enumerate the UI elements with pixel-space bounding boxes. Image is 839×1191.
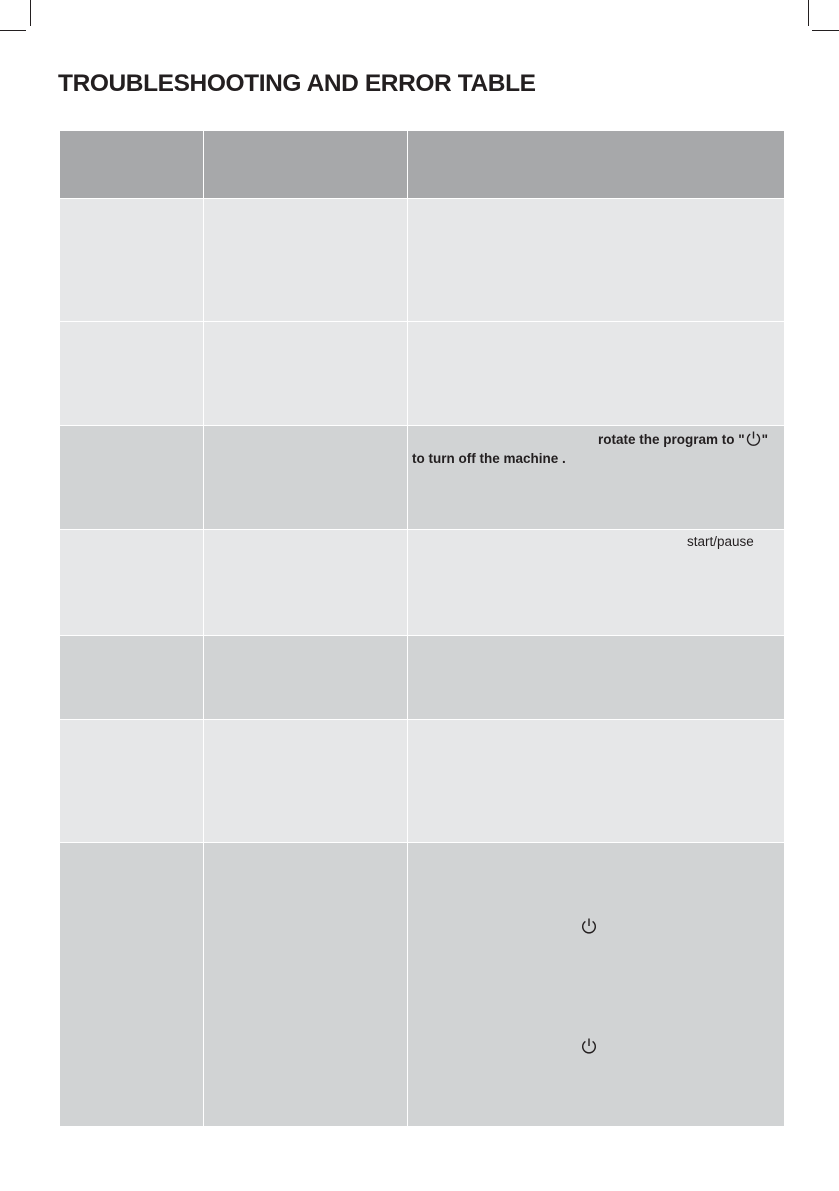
table-cell <box>60 322 204 425</box>
start-pause-label: start/pause <box>687 534 754 549</box>
crop-mark-top-right-v <box>808 0 809 26</box>
power-icon <box>580 917 598 935</box>
table-cell <box>204 636 408 719</box>
table-cell <box>408 843 784 1126</box>
table-row <box>60 843 784 1126</box>
table-row <box>60 636 784 720</box>
table-row <box>60 322 784 426</box>
table-cell <box>408 720 784 842</box>
table-cell <box>60 720 204 842</box>
table-cell <box>204 199 408 321</box>
table-cell <box>60 426 204 529</box>
power-icon <box>580 1037 598 1055</box>
instruction-text: rotate the program to " <box>598 432 745 447</box>
table-cell <box>60 636 204 719</box>
table-cell <box>408 636 784 719</box>
table-cell <box>204 530 408 635</box>
table-cell <box>60 530 204 635</box>
table-row <box>60 426 784 530</box>
instruction-text: to turn off the machine <box>412 451 559 466</box>
table-cell <box>204 720 408 842</box>
crop-mark-top-left-h <box>0 30 26 31</box>
table-row <box>60 530 784 636</box>
table-header-row <box>60 131 784 199</box>
table-cell <box>408 199 784 321</box>
page-title: TROUBLESHOOTING AND ERROR TABLE <box>58 70 536 97</box>
power-icon <box>745 430 762 447</box>
table-cell <box>408 530 784 635</box>
table-cell <box>408 322 784 425</box>
header-cell <box>204 131 408 198</box>
table-cell <box>60 199 204 321</box>
table-cell <box>60 843 204 1126</box>
crop-mark-top-right-h <box>812 30 839 31</box>
crop-mark-top-left-v <box>30 0 31 26</box>
troubleshooting-table <box>60 131 784 1126</box>
header-cell <box>60 131 204 198</box>
table-row <box>60 199 784 322</box>
instruction-line-1 <box>598 430 768 447</box>
instruction-text-end: . <box>562 451 566 466</box>
table-cell <box>204 426 408 529</box>
instruction-text-end: " <box>761 432 769 447</box>
table-cell <box>408 426 784 529</box>
table-cell <box>204 843 408 1126</box>
header-cell <box>408 131 784 198</box>
table-row <box>60 720 784 843</box>
instruction-line-2 <box>412 451 566 466</box>
table-cell <box>204 322 408 425</box>
